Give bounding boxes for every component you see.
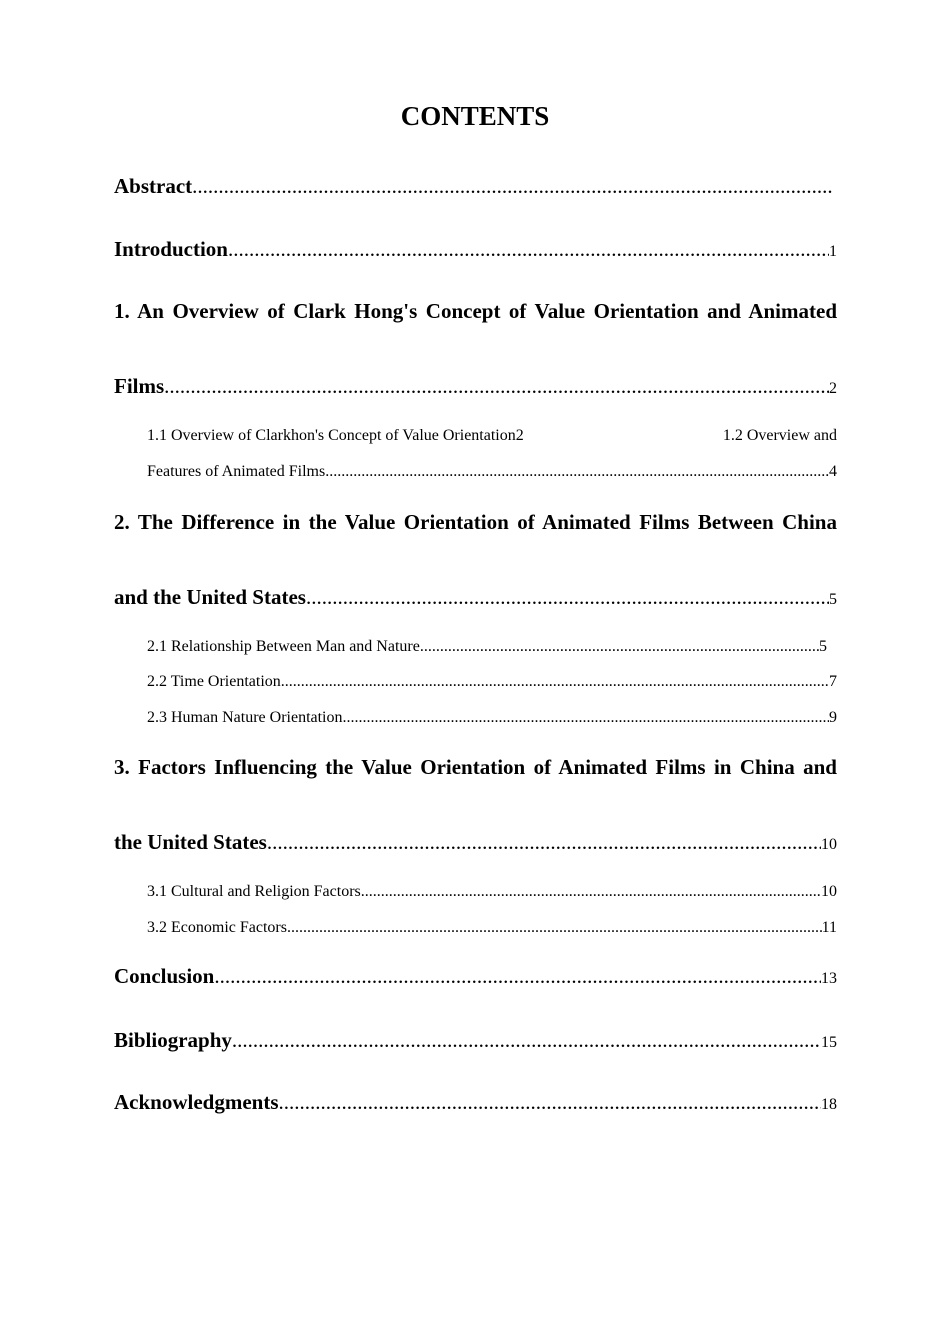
- toc-entry-chapter-1[interactable]: [114, 372, 837, 403]
- toc-page-number: 11: [821, 919, 837, 936]
- dot-leader: [281, 671, 829, 693]
- toc-entry-label: Features of Animated Films: [147, 463, 326, 480]
- toc-entry-3-1[interactable]: [147, 881, 837, 903]
- dot-leader: [164, 372, 829, 400]
- toc-entry-label-continued: 1.2 Overview and: [722, 427, 837, 444]
- dot-leader: [287, 917, 822, 939]
- toc-entry-1-2[interactable]: [147, 461, 837, 483]
- toc-entry-acknowledgments[interactable]: [114, 1088, 837, 1119]
- dot-leader: [306, 583, 829, 611]
- toc-entry-3-2[interactable]: [147, 917, 837, 939]
- dot-leader: [232, 1026, 821, 1054]
- toc-entry-introduction[interactable]: [114, 235, 837, 266]
- toc-page-number: 7: [829, 673, 837, 690]
- toc-page-number: 10: [821, 883, 837, 900]
- toc-entry-2-3[interactable]: [147, 707, 837, 729]
- toc-page-number: 9: [829, 709, 837, 726]
- toc-entry-label: 2.3 Human Nature Orientation: [147, 709, 343, 726]
- toc-entry-abstract[interactable]: [114, 172, 834, 200]
- toc-entry-label: Films: [114, 374, 165, 398]
- toc-entry-chapter-3[interactable]: [114, 828, 837, 859]
- toc-entry-label: Acknowledgments: [114, 1090, 279, 1114]
- toc-page-number: 5: [829, 591, 837, 608]
- toc-entry-label: 3.1 Cultural and Religion Factors: [147, 883, 361, 900]
- toc-entry-1-1[interactable]: [147, 425, 837, 447]
- page-title: CONTENTS: [400, 101, 550, 131]
- toc-entry-label: Conclusion: [114, 964, 215, 988]
- toc-page-number: 13: [821, 970, 837, 987]
- dot-leader: [361, 881, 821, 903]
- toc-page-number: 1: [829, 243, 837, 260]
- toc-chapter-2-heading[interactable]: 2. The Difference in the Value Orientation of Animated Films Between China: [114, 510, 837, 534]
- dot-leader: [267, 828, 821, 856]
- toc-entry-2-1[interactable]: [147, 636, 827, 658]
- toc-entry-bibliography[interactable]: [114, 1026, 837, 1057]
- toc-page-number: 5: [819, 638, 827, 655]
- toc-entry-label: 1.1 Overview of Clarkhon's Concept of Value Orientation2: [147, 427, 524, 444]
- toc-entry-label: Bibliography: [114, 1028, 232, 1052]
- toc-entry-label: Abstract: [114, 174, 193, 198]
- toc-chapter-3-heading[interactable]: 3. Factors Influencing the Value Orientation of Animated Films in China and: [114, 755, 837, 779]
- toc-entry-label: Introduction: [114, 237, 228, 261]
- toc-page-number: 18: [821, 1096, 837, 1113]
- dot-leader: [420, 636, 819, 658]
- dot-leader: [343, 707, 830, 729]
- dot-leader: [214, 962, 821, 990]
- toc-entry-2-2[interactable]: [147, 671, 837, 693]
- toc-entry-label: 2.1 Relationship Between Man and Nature: [147, 638, 420, 655]
- dot-leader: [325, 461, 829, 483]
- toc-page-number: 4: [829, 463, 837, 480]
- toc-page-number: 10: [821, 836, 837, 853]
- dot-leader: [228, 235, 829, 263]
- toc-entry-label: and the United States: [114, 585, 306, 609]
- toc-page-number: 15: [821, 1034, 837, 1051]
- dot-leader: [192, 172, 834, 200]
- dot-leader: [279, 1088, 821, 1116]
- toc-chapter-1-heading[interactable]: 1. An Overview of Clark Hong's Concept of Value Orientation and Animated: [114, 299, 837, 323]
- toc-page-number: 2: [829, 380, 837, 397]
- toc-entry-label: 3.2 Economic Factors: [147, 919, 287, 936]
- toc-entry-label: 2.2 Time Orientation: [147, 673, 281, 690]
- toc-entry-conclusion[interactable]: [114, 962, 837, 993]
- toc-entry-label: the United States: [114, 830, 267, 854]
- toc-entry-chapter-2[interactable]: [114, 583, 837, 614]
